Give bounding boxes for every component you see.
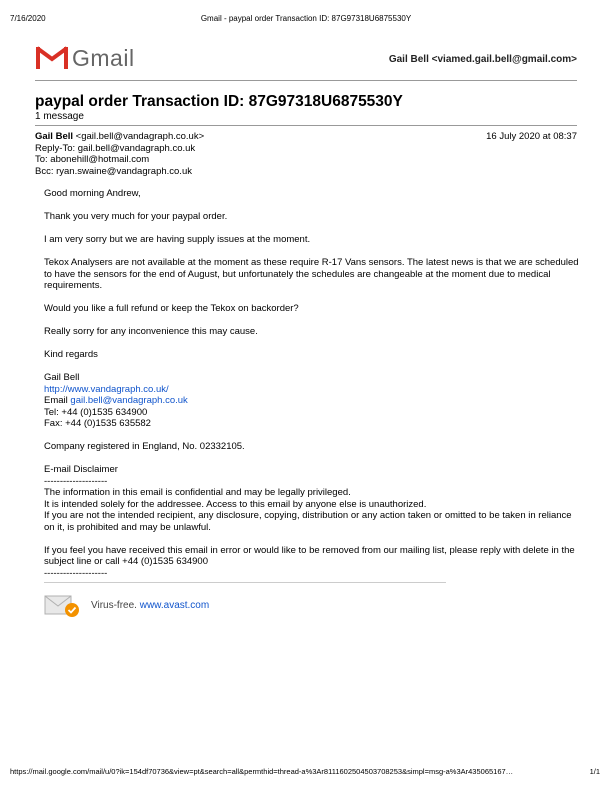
sender-email: <gail.bell@vandagraph.co.uk> bbox=[75, 131, 205, 142]
body-paragraph: Tekox Analysers are not available at the moment as these require R-17 Vans sensors. The latest news is that we are scheduled to have the sensors for the end of August, but unfortunately the schedules are changeable at the moment due to medical requirements. bbox=[44, 257, 579, 291]
virus-free-label: Virus-free. bbox=[91, 600, 137, 611]
divider bbox=[35, 125, 577, 126]
envelope-check-icon bbox=[44, 594, 84, 618]
removal-text: If you feel you have received this email in error or would like to be removed from our mailing list, please reply with delete in the subject line or call +44 (0)1535 634900 bbox=[44, 544, 575, 567]
disclaimer-line: It is intended solely for the addressee. Access to this email by anyone else is unauthorized. bbox=[44, 498, 427, 510]
gmail-wordmark: Gmail bbox=[72, 45, 135, 71]
gmail-envelope-icon bbox=[35, 44, 69, 70]
to-line: To: abonehill@hotmail.com bbox=[35, 154, 150, 165]
body-paragraph: Thank you very much for your paypal order. bbox=[44, 211, 228, 222]
greeting: Good morning Andrew, bbox=[44, 188, 141, 199]
email-subject: paypal order Transaction ID: 87G97318U6875530Y bbox=[35, 93, 403, 110]
body-paragraph: I am very sorry but we are having supply issues at the moment. bbox=[44, 234, 311, 245]
email-body bbox=[44, 188, 579, 591]
from-line bbox=[35, 131, 204, 143]
disclaimer bbox=[44, 464, 579, 533]
body-paragraph: Really sorry for any inconvenience this may cause. bbox=[44, 326, 258, 337]
sig-fax: Fax: +44 (0)1535 635582 bbox=[44, 418, 151, 429]
sig-name: Gail Bell bbox=[44, 372, 80, 383]
avast-link[interactable]: www.avast.com bbox=[139, 600, 210, 611]
page-number: 1/1 bbox=[589, 767, 600, 776]
disclaimer-line: If you are not the intended recipient, any disclosure, copying, distribution or any action taken or omitted to be taken in reliance on it, is prohibited and may be unlawful. bbox=[44, 510, 572, 533]
sig-website-link[interactable]: http://www.vandagraph.co.uk/ bbox=[44, 383, 169, 395]
reply-to-line: Reply-To: gail.bell@vandagraph.co.uk bbox=[35, 142, 196, 154]
account-address: Gail Bell <viamed.gail.bell@gmail.com> bbox=[388, 54, 577, 65]
avast-badge-icon[interactable] bbox=[44, 594, 84, 618]
bcc-line: Bcc: ryan.swaine@vandagraph.co.uk bbox=[35, 165, 192, 177]
gmail-logo[interactable] bbox=[35, 44, 135, 74]
disclaimer-line: The information in this email is confidential and may be legally privileged. bbox=[44, 487, 351, 498]
print-title: Gmail - paypal order Transaction ID: 87G97318U6875530Y bbox=[200, 14, 412, 23]
signature-divider bbox=[44, 582, 446, 583]
signature bbox=[44, 372, 579, 430]
sender-name: Gail Bell bbox=[35, 131, 74, 142]
virus-free-notice bbox=[91, 600, 209, 611]
sig-email-label: Email bbox=[44, 395, 68, 406]
email-headers bbox=[35, 131, 204, 177]
email-date: 16 July 2020 at 08:37 bbox=[486, 131, 577, 142]
print-date: 7/16/2020 bbox=[10, 14, 46, 23]
disclaimer-dashes: -------------------- bbox=[44, 567, 108, 579]
disclaimer-dashes: -------------------- bbox=[44, 475, 108, 487]
message-count: 1 message bbox=[35, 111, 84, 122]
disclaimer-title: E-mail Disclaimer bbox=[44, 464, 118, 475]
removal-notice bbox=[44, 545, 579, 580]
company-registration: Company registered in England, No. 02332105. bbox=[44, 441, 245, 452]
divider bbox=[35, 80, 577, 81]
body-paragraph: Would you like a full refund or keep the Tekox on backorder? bbox=[44, 303, 299, 314]
sig-tel: Tel: +44 (0)1535 634900 bbox=[44, 406, 148, 418]
closing: Kind regards bbox=[44, 349, 98, 360]
print-url: https://mail.google.com/mail/u/0?ik=154df70736&view=pt&search=all&permthid=thread-a%3Ar8111602504503708253&simpl=msg-a%3Ar435065167… bbox=[10, 767, 514, 776]
sig-email-link[interactable]: gail.bell@vandagraph.co.uk bbox=[70, 395, 188, 406]
